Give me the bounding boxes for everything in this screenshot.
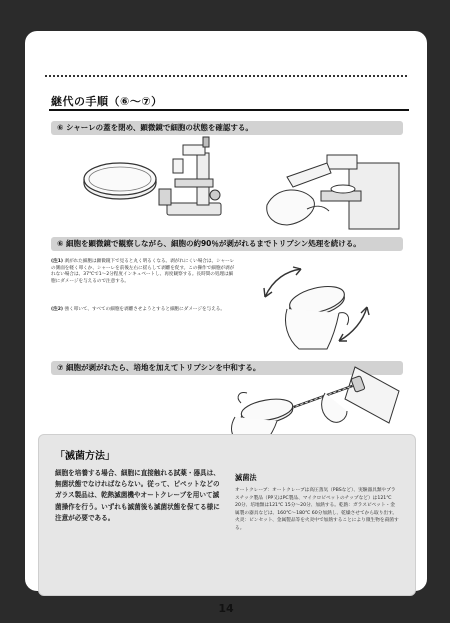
observation-illustration — [257, 135, 407, 231]
pipette-illustration — [205, 363, 405, 443]
step-bar-check — [51, 121, 403, 135]
note-1 — [51, 259, 237, 285]
side-heading: 滅菌法 — [235, 473, 257, 482]
note-1-mark: (注1) — [51, 259, 63, 264]
note-1-text: 剥がれた細胞は顕微鏡下で見ると丸く明るくなる。剥がれにくい場合は、シャーレの側面を軽く叩くか、シャーレを前後左右に揺らして剥離を促す。この操作で細胞が剥がれない場合は、37℃で1〜2分程度インキュベートし、再度観察する。長時間の処理は細胞にダメージを与えるので注意する。 — [51, 259, 235, 284]
section-title-bar — [49, 95, 409, 111]
note-2-mark: (注2) — [51, 307, 63, 312]
microscope-illustration — [153, 135, 233, 221]
note-2-text: 強く叩いて、すべての細胞を剥離させようとすると細胞にダメージを与える。 — [64, 307, 225, 312]
sterilization-box — [38, 434, 416, 596]
side-text: オートクレーブ：オートクレーブは高圧蒸気（PBSなど）、実験器具類やプラスチック製品（PP又はPC製品、マイクロピペットのチップなど）は121℃ 20分、培地類は121℃ 15分〜20分、加熱する。乾熱：ガラスピペット・金属製の器具などは、160℃〜180℃ 60分加熱し、乾燥させてから取り出す。火炎：ピンセット、金属製品等を火炎中で加熱することにより微生物を殺菌する。 — [235, 488, 399, 531]
manual-page — [25, 31, 427, 615]
step-bar-trypsin — [51, 237, 403, 251]
step-text-trypsin: ⑥ 細胞を顕微鏡で観察しながら、細胞の約90％が剥がれるまでトリプシン処理を続ける。 — [57, 239, 361, 248]
step-text-check: ⑥ シャーレの蓋を閉め、顕微鏡で細胞の状態を確認する。 — [57, 123, 253, 132]
step-text-neutralize: ⑦ 細胞が剥がれたら、培地を加えてトリプシンを中和する。 — [57, 363, 261, 372]
note-2 — [51, 307, 237, 314]
rocking-dish-illustration — [243, 257, 393, 357]
dotted-divider — [45, 75, 407, 77]
section-title: 継代の手順（⑥〜⑦） — [51, 95, 163, 108]
petri-dish-illustration — [75, 149, 165, 211]
box-body: 細胞を培養する場合、細胞に直接触れる試薬・器具は、無菌状態でなければならない。従って、ピペットなどのガラス製品は、乾熱滅菌機やオートクレーブを用いて滅菌操作を行う。いずれも滅菌後も滅菌状態を保てる様に注意が必要である。 — [55, 469, 220, 522]
box-title: 「滅菌方法」 — [55, 451, 115, 462]
page-number: 14 — [218, 602, 234, 615]
